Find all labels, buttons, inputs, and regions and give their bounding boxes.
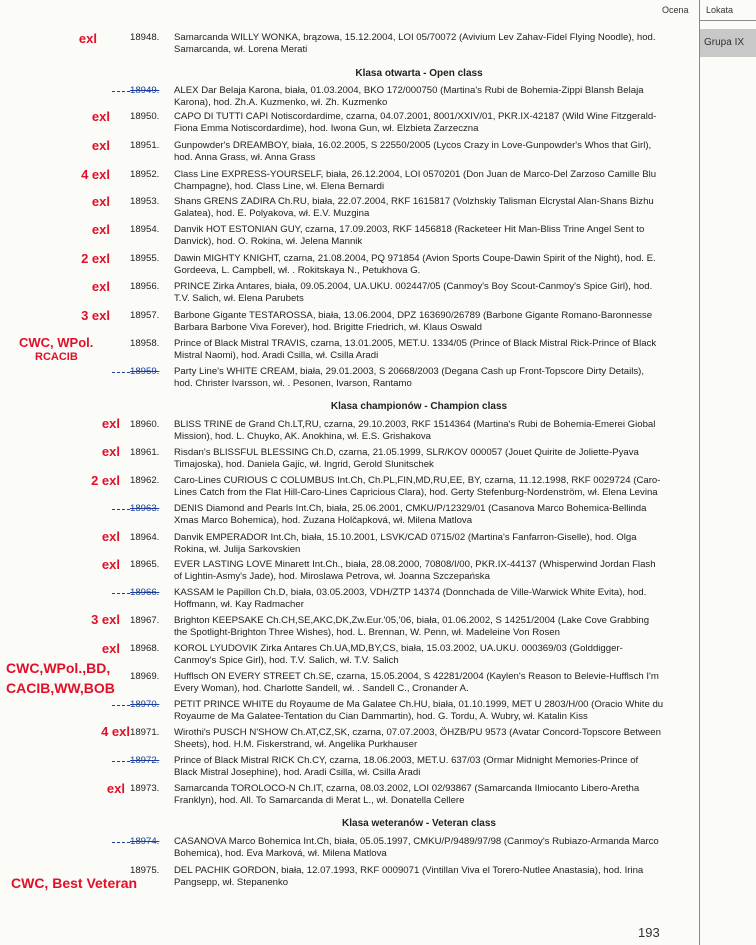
grade-mark: 4 exl xyxy=(81,167,110,182)
grade-mark: exl xyxy=(101,416,120,431)
grade-mark: exl xyxy=(101,557,120,572)
entry-text: DENIS Diamond and Pearls Int.Ch, biała, 25.06.2001, CMKU/P/12329/01 (Casanova Marco Bohemica-Bellinda Xmas Marco Bohemica), hod. Zuzana Holčapková, wł. Milena Matlova xyxy=(174,503,647,526)
entry-text: KOROL LYUDOVIK Zirka Antares Ch.UA,MD,BY,CS, biała, 15.03.2002, UA.UKU. 000369/03 (Golddigger-Canmoy's Spice Girl), hod. T.V. Salich, wł. T.V. Salich xyxy=(174,643,623,666)
absent-dash xyxy=(112,509,130,510)
entry-number: 18950. xyxy=(130,111,160,122)
entry-text: Brighton KEEPSAKE Ch.CH,SE,AKC,DK,Zw.Eur.'05,'06, biała, 01.06.2002, S 14251/2004 (Lake Cove Grabbing the Spotlight-Brighton Three Wishes), hod. L. Brennan, W. Penn, wł. Madeleine Von Rosen xyxy=(174,615,650,638)
grade-mark: exl xyxy=(91,222,110,237)
entry-number: 18955. xyxy=(130,253,160,264)
rcacib-mark: RCACIB xyxy=(35,351,78,363)
section-heading-champion: Klasa championów - Champion class xyxy=(330,401,508,412)
column-header-ocena: Ocena xyxy=(662,5,689,15)
entry-number: 18956. xyxy=(130,281,160,292)
entry-number: 18971. xyxy=(130,727,160,738)
grade-mark: 3 exl xyxy=(81,308,110,323)
grade-mark: exl xyxy=(106,781,125,796)
grade-mark: exl xyxy=(91,138,110,153)
entry-number: 18953. xyxy=(130,196,160,207)
group-label: Grupa IX xyxy=(700,29,756,57)
entry-text: Caro-Lines CURIOUS C COLUMBUS Int.Ch, Ch.PL,FIN,MD,RU,EE, BY, czarna, 11.12.1998, RKF 0029724 (Caro-Lines Catch from the Flat Hill-Caro-Lines Capricious Clara), hod. Gerty Stefenburg-Nordenström, wł. Elena Levina xyxy=(174,475,661,498)
entry-text: EVER LASTING LOVE Minarett Int.Ch., biała, 28.08.2000, 70808/I/00, PKR.IX-44137 (Whisperwind Jordan Flash of Lightin-Asmy's Jade), hod. Miroslawa Petrova, wł. Joanna Szczepańska xyxy=(174,559,656,582)
entry-number: 18964. xyxy=(130,532,160,543)
entry-text: Class Line EXPRESS-YOURSELF, biała, 26.12.2004, LOI 0570201 (Don Juan de Marco-Del Zarzoso Camille Blu Champagne), hod. Class Line, wł. Elena Bernardi xyxy=(174,169,657,192)
entry-text: Prince of Black Mistral TRAVIS, czarna, 13.01.2005, MET.U. 1334/05 (Prince of Black Mistral Rick-Prince of Black Mistral Naomi), hod. Aradi Csilla, wł. Csilla Aradi xyxy=(174,338,657,361)
entry-number: 18974. xyxy=(130,836,160,847)
header-rule xyxy=(699,20,756,21)
absent-dash xyxy=(112,761,130,762)
entry-number: 18960. xyxy=(130,419,160,430)
entry-text: BLISS TRINE de Grand Ch.LT,RU, czarna, 29.10.2003, RKF 1514364 (Martina's Rubi de Bohemia-Emerei Giobal Mission), hod. L. Chuyko, AK. Anokhina, wł. E.S. Grishakova xyxy=(174,419,656,442)
award-mark-bob: CACIB,WW,BOB xyxy=(6,680,115,696)
grade-mark: exl xyxy=(101,444,120,459)
section-heading-veteran: Klasa weteranów - Veteran class xyxy=(342,818,496,829)
grade-mark: exl xyxy=(91,194,110,209)
entry-text: Barbone Gigante TESTAROSSA, biała, 13.06.2004, DPZ 163690/26789 (Barbone Gigante Romano-Baronnesse Barbara Barbone Viva Forever), hod. Brigitte Friedrich, wł. Klaus Oswald xyxy=(174,310,653,333)
column-header-lokata: Lokata xyxy=(706,5,734,15)
absent-dash xyxy=(112,372,130,373)
entry-text: Danvik HOT ESTONIAN GUY, czarna, 17.09.2003, RKF 1456818 (Racketeer Hit Man-Bliss Trine Angel Sent to Danvick), hod. O. Rokina, wł. Jelena Mannik xyxy=(174,224,645,247)
entry-number: 18949. xyxy=(130,85,160,96)
entry-text: Samarcanda TOROLOCO-N Ch.IT, czarna, 08.03.2002, LOI 02/93867 (Samarcanda Ilmiocanto Libero-Aretha Franklyn), hod. All. To Samarcanda di Merat L., wł. Donatella Cellere xyxy=(174,783,640,806)
entry-number: 18973. xyxy=(130,783,160,794)
grade-mark: 3 exl xyxy=(91,612,120,627)
entry-text: PRINCE Zirka Antares, biała, 09.05.2004, UA.UKU. 002447/05 (Canmoy's Boy Scout-Canmoy's Spice Girl), hod. T.V. Salich, wł. Elena Parubets xyxy=(174,281,653,304)
entry-text: CAPO DI TUTTI CAPI Notiscordardime, czarna, 04.07.2001, 8001/XXIV/01, PKR.IX-42187 (Wild Wine Fitzgerald-Fiona Emma Notiscordardime), hod. Iwona Gun, wł. Elzbieta Zarzeczna xyxy=(174,111,657,134)
absent-dash xyxy=(112,842,130,843)
entry-text: CASANOVA Marco Bohemica Int.Ch, biała, 05.05.1997, CMKU/P/9489/97/98 (Canmoy's Rubiazo-Armanda Marco Bohemica), hod. Eva Marková, wł. Milena Matlova xyxy=(174,836,659,859)
absent-dash xyxy=(112,593,130,594)
entry-number: 18975. xyxy=(130,865,160,876)
grade-mark: exl xyxy=(91,109,110,124)
entry-text: Shans GRENS ZADIRA Ch.RU, biała, 22.07.2004, RKF 1615817 (Volzhskiy Talisman Elcrystal Alan-Shans Bizhu Galatea), hod. E. Polyakova, wł. E.V. Muzgina xyxy=(174,196,654,219)
entry-text: Gunpowder's DREAMBOY, biała, 16.02.2005, S 22550/2005 (Lycos Crazy in Love-Gunpowder's Whos that Girl), hod. Anna Grass, wł. Anna Grass xyxy=(174,140,652,163)
entry-text: PETIT PRINCE WHITE du Royaume de Ma Galatee Ch.HU, biała, 01.10.1999, MET U 2803/H/00 (Oracio White du Royaume de Ma Galatee-Tentation du Cian Dammartin), hod. G. Tordu, A. Wubry, wł. Katalin Kiss xyxy=(174,699,664,722)
entry-text: DEL PACHIK GORDON, biała, 12.07.1993, RKF 0009071 (Vintillan Viva el Torero-Nutlee Anastasia), hod. Irina Pangsepp, wł. Stepanenko xyxy=(174,865,644,888)
entry-number: 18958. xyxy=(130,338,160,349)
entry-text: Hufflsch ON EVERY STREET Ch.SE, czarna, 15.05.2004, S 42281/2004 (Kaylen's Reason to Belevie-Hufflsch I'm Every Woman), hod. Charlotte Sandell, wł. . Sandell C., Cronander A. xyxy=(174,671,659,694)
absent-dash xyxy=(112,91,130,92)
entry-text: KASSAM le Papillon Ch.D, biała, 03.05.2003, VDH/ZTP 14374 (Donnchada de Ville-Warwick White Evita), hod. Hoffmann, wł. Kay Radmacher xyxy=(174,587,647,610)
grade-mark: 4 exl xyxy=(101,724,130,739)
grade-mark: 2 exl xyxy=(91,473,120,488)
entry-text: Party Line's WHITE CREAM, biała, 29.01.2003, S 20668/2003 (Degana Cash up Front-Topscore Dirty Details), hod. Christer Ivarsson, wł. . Pesonen, Ivarson, Rantamo xyxy=(174,366,645,389)
grade-mark: exl xyxy=(101,529,120,544)
entry-text: Wirothi's PUSCH N'SHOW Ch.AT,CZ,SK, czarna, 07.07.2003, ÖHZB/PU 9573 (Avatar Concord-Topscore Between Sheets), hod. H.M. Fiskerstrand, wł. Angelika Purkhauser xyxy=(174,727,661,750)
grade-mark: exl xyxy=(101,641,120,656)
entry-text: ALEX Dar Belaja Karona, biała, 01.03.2004, BKO 172/000750 (Martina's Rubi de Bohemia-Zippi Blansh Belaja Karona), hod. Zh.A. Kuzmenko, wł. Zh. Kuzmenko xyxy=(174,85,644,108)
grade-mark: exl xyxy=(91,279,110,294)
entry-number: 18962. xyxy=(130,475,160,486)
entry-number: 18952. xyxy=(130,169,160,180)
entry-text: Risdan's BLISSFUL BLESSING Ch.D, czarna, 21.05.1999, SLR/KOV 000057 (Jouet Quirite de Joliette-Pyava Timajoska), hod. Daniela Gajic, wł. Ingrid, Gerold Slunitschek xyxy=(174,447,639,470)
entry-number: 18963. xyxy=(130,503,160,514)
section-heading-open: Klasa otwarta - Open class xyxy=(355,68,483,79)
award-mark-bd: CWC,WPol.,BD, xyxy=(6,660,111,676)
grade-mark: CWC, WPol. xyxy=(19,335,94,350)
entry-number: 18972. xyxy=(130,755,160,766)
grade-mark: exl xyxy=(78,31,97,46)
page-number: 193 xyxy=(638,925,660,940)
entry-number: 18965. xyxy=(130,559,160,570)
entry-number: 18970. xyxy=(130,699,160,710)
entry-number: 18969. xyxy=(130,671,160,682)
entry-text: Prince of Black Mistral RICK Ch.CY, czarna, 18.06.2003, MET.U. 637/03 (Ormar Midnight Memories-Prince of Black Mistral Josephine), hod. Aradi Csilla, wł. Csilla Aradi xyxy=(174,755,639,778)
entry-text: Dawin MIGHTY KNIGHT, czarna, 21.08.2004, PQ 971854 (Avion Sports Coupe-Dawin Spirit of the Night), hod. E. Gordeeva, L. Campbell, wł. . Rokitskaya N., Petukhova G. xyxy=(174,253,656,276)
entry-number: 18968. xyxy=(130,643,160,654)
entry-number: 18961. xyxy=(130,447,160,458)
entry-number: 18966. xyxy=(130,587,160,598)
entry-number: 18954. xyxy=(130,224,160,235)
entry-number: 18967. xyxy=(130,615,160,626)
entry-number: 18951. xyxy=(130,140,160,151)
absent-dash xyxy=(112,705,130,706)
grade-mark: 2 exl xyxy=(81,251,110,266)
entry-text: Danvik EMPERADOR Int.Ch, biała, 15.10.2001, LSVK/CAD 0715/02 (Martina's Fanfarron-Giselle), hod. Olga Rokina, wł. Julija Sarkovskien xyxy=(174,532,637,555)
best-veteran-mark: CWC, Best Veteran xyxy=(11,875,138,891)
entry-number: 18959. xyxy=(130,366,160,377)
entry-number: 18948. xyxy=(130,32,160,43)
entry-number: 18957. xyxy=(130,310,160,321)
entry-text: Samarcanda WILLY WONKA, brązowa, 15.12.2004, LOI 05/70072 (Avivium Lev Zahav-Fidel Flying Noodle), hod. Samarcanda, wł. Lorena Merati xyxy=(174,32,656,55)
